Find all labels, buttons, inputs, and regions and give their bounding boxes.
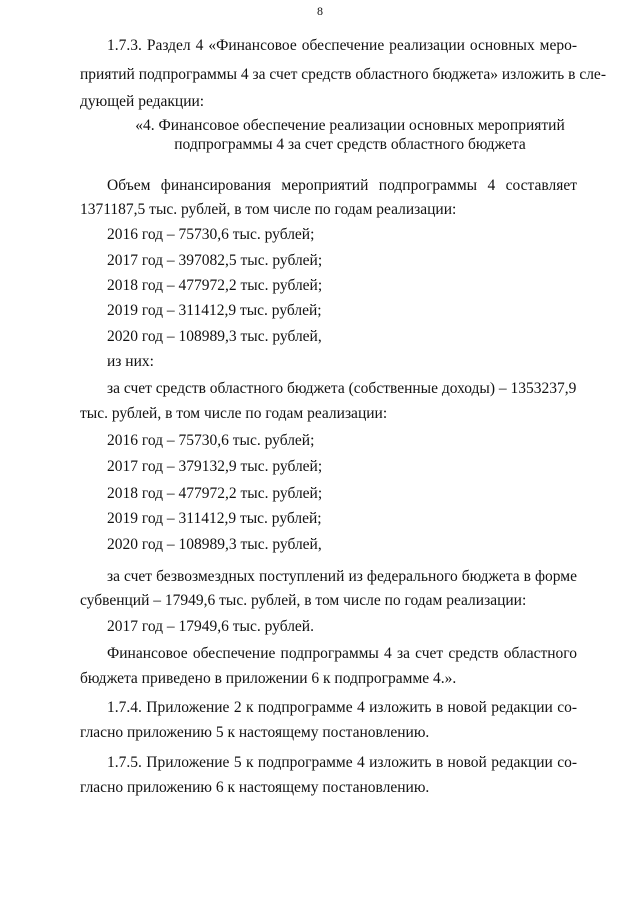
year-total-2019: 2019 год – 311412,9 тыс. рублей;: [107, 302, 322, 319]
paragraph-1-7-3-line-2: приятий подпрограммы 4 за счет средств областного бюджета» изложить в сле-: [80, 66, 606, 83]
year-total-2018: 2018 год – 477972,2 тыс. рублей;: [107, 277, 323, 294]
year-total-2016: 2016 год – 75730,6 тыс. рублей;: [107, 226, 315, 243]
year-federal-2017: 2017 год – 17949,6 тыс. рублей.: [107, 618, 314, 635]
volume-line-1: Объем финансирования мероприятий подпрограммы 4 составляет: [107, 177, 577, 194]
year-total-2017: 2017 год – 397082,5 тыс. рублей;: [107, 252, 323, 269]
volume-line-2: 1371187,5 тыс. рублей, в том числе по годам реализации:: [80, 201, 457, 218]
of-them-label: из них:: [107, 353, 154, 370]
year-total-2020: 2020 год – 108989,3 тыс. рублей,: [107, 328, 322, 345]
paragraph-1-7-4-line-2: гласно приложению 5 к настоящему постановлению.: [80, 724, 430, 741]
paragraph-1-7-5-line-2: гласно приложению 6 к настоящему постановлению.: [80, 779, 430, 796]
page-number: 8: [317, 4, 323, 18]
paragraph-1-7-4-line-1: 1.7.4. Приложение 2 к подпрограмме 4 изложить в новой редакции со-: [107, 699, 577, 716]
section-heading-line-2: подпрограммы 4 за счет средств областного бюджета: [174, 136, 526, 153]
financing-line-1: Финансовое обеспечение подпрограммы 4 за счет средств областного: [107, 645, 577, 662]
paragraph-1-7-3-line-3: дующей редакции:: [80, 93, 205, 110]
year-regional-2020: 2020 год – 108989,3 тыс. рублей,: [107, 536, 322, 553]
federal-line-1: за счет безвозмездных поступлений из федерального бюджета в форме: [107, 568, 577, 585]
year-regional-2019: 2019 год – 311412,9 тыс. рублей;: [107, 510, 322, 527]
paragraph-1-7-5-line-1: 1.7.5. Приложение 5 к подпрограмме 4 изложить в новой редакции со-: [107, 754, 577, 771]
year-regional-2018: 2018 год – 477972,2 тыс. рублей;: [107, 485, 323, 502]
financing-line-2: бюджета приведено в приложении 6 к подпрограмме 4.».: [80, 670, 457, 687]
year-regional-2016: 2016 год – 75730,6 тыс. рублей;: [107, 432, 315, 449]
federal-line-2: субвенций – 17949,6 тыс. рублей, в том числе по годам реализации:: [80, 592, 527, 609]
paragraph-1-7-3-line-1: 1.7.3. Раздел 4 «Финансовое обеспечение реализации основных меро-: [107, 37, 577, 54]
year-regional-2017: 2017 год – 379132,9 тыс. рублей;: [107, 458, 323, 475]
regional-line-1: за счет средств областного бюджета (собственные доходы) – 1353237,9: [107, 380, 577, 397]
section-heading-line-1: «4. Финансовое обеспечение реализации основных мероприятий: [135, 117, 565, 134]
regional-line-2: тыс. рублей, в том числе по годам реализации:: [80, 405, 388, 422]
